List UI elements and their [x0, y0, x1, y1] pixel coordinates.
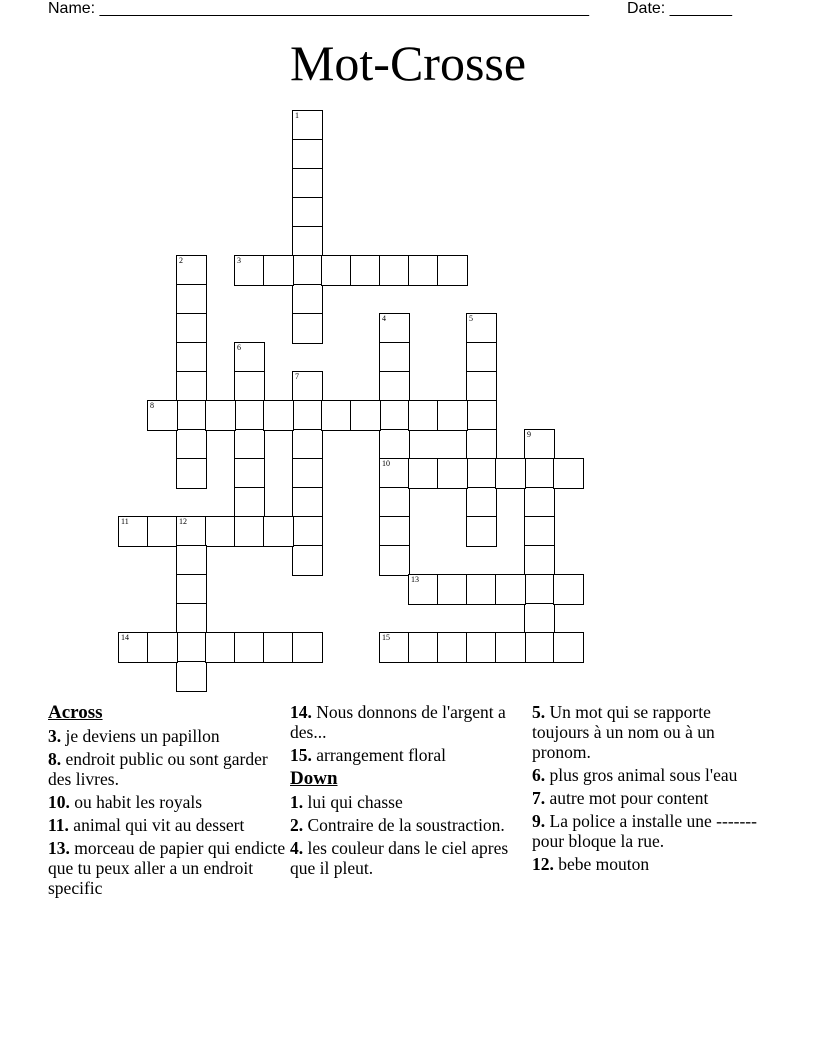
grid-cell[interactable]	[176, 661, 207, 692]
clue-number-label: 11.	[48, 815, 69, 835]
clue-number: 7	[295, 372, 299, 381]
grid-cell[interactable]	[553, 632, 584, 663]
clue-number: 5	[469, 314, 473, 323]
grid-cell[interactable]	[118, 632, 149, 663]
clue-number: 13	[411, 575, 419, 584]
grid-cell[interactable]	[147, 516, 178, 547]
grid-cell[interactable]	[466, 632, 497, 663]
grid-cell[interactable]	[292, 284, 323, 315]
clue-text: morceau de papier qui endicte que tu peux aller a un endroit specific	[48, 838, 286, 898]
grid-cell[interactable]	[524, 603, 555, 634]
clue-text: bebe mouton	[558, 854, 650, 874]
grid-cell[interactable]	[176, 313, 207, 344]
grid-cell[interactable]	[292, 313, 323, 344]
grid-cell[interactable]	[176, 284, 207, 315]
grid-cell[interactable]	[263, 516, 294, 547]
grid-cell[interactable]	[234, 429, 265, 460]
clue-text: La police a installe une ------- pour bloque la rue.	[532, 811, 757, 851]
clue-number: 11	[121, 517, 129, 526]
across-heading: Across	[48, 702, 103, 723]
down-clue	[532, 854, 770, 874]
clue-text: Contraire de la soustraction.	[307, 815, 505, 835]
clue-number-label: 5.	[532, 702, 546, 722]
down-clue	[532, 811, 770, 851]
grid-cell[interactable]	[553, 574, 584, 605]
clue-number: 10	[382, 459, 390, 468]
grid-cell[interactable]	[292, 545, 323, 576]
grid-cell[interactable]	[379, 458, 410, 489]
across-clue	[48, 749, 286, 789]
grid-cell[interactable]	[176, 458, 207, 489]
grid-cell[interactable]	[147, 632, 178, 663]
clue-text: plus gros animal sous l'eau	[549, 765, 738, 785]
grid-cell[interactable]	[379, 429, 410, 460]
grid-cell[interactable]	[234, 632, 265, 663]
grid-cell[interactable]	[408, 400, 439, 431]
clue-number: 4	[382, 314, 386, 323]
grid-cell[interactable]	[292, 458, 323, 489]
grid-cell[interactable]	[292, 197, 323, 228]
clue-number: 1	[295, 111, 299, 120]
clue-number: 15	[382, 633, 390, 642]
grid-cell[interactable]	[292, 516, 323, 547]
grid-cell[interactable]	[292, 139, 323, 170]
clue-number: 12	[179, 517, 187, 526]
grid-cell[interactable]	[205, 632, 236, 663]
clue-number-label: 8.	[48, 749, 62, 769]
clue-number-label: 7.	[532, 788, 546, 808]
clue-number-label: 6.	[532, 765, 546, 785]
clue-number: 6	[237, 343, 241, 352]
grid-cell[interactable]	[176, 342, 207, 373]
clue-number-label: 15.	[290, 745, 312, 765]
grid-cell[interactable]	[234, 255, 265, 286]
grid-cell[interactable]	[292, 487, 323, 518]
date-field: Date: _______	[627, 0, 732, 17]
across-clue	[290, 702, 528, 742]
grid-cell[interactable]	[466, 516, 497, 547]
grid-cell[interactable]	[292, 400, 323, 431]
across-clue	[48, 792, 286, 812]
down-clue	[532, 765, 770, 785]
grid-cell[interactable]	[466, 487, 497, 518]
grid-cell[interactable]	[292, 632, 323, 663]
grid-cell[interactable]	[379, 313, 410, 344]
clue-text: animal qui vit au dessert	[73, 815, 245, 835]
grid-cell[interactable]	[263, 255, 294, 286]
clue-number-label: 14.	[290, 702, 312, 722]
down-heading: Down	[290, 768, 338, 789]
grid-cell[interactable]	[495, 632, 526, 663]
grid-cell[interactable]	[292, 168, 323, 199]
grid-cell[interactable]	[379, 400, 410, 431]
grid-cell[interactable]	[524, 458, 555, 489]
grid-cell[interactable]	[234, 458, 265, 489]
grid-cell[interactable]	[379, 371, 410, 402]
clue-number: 14	[121, 633, 129, 642]
clue-text: Nous donnons de l'argent a des...	[290, 702, 506, 742]
grid-cell[interactable]	[350, 400, 381, 431]
across-clue	[48, 838, 286, 898]
clue-number: 3	[237, 256, 241, 265]
grid-cell[interactable]	[176, 429, 207, 460]
grid-cell[interactable]	[379, 255, 410, 286]
grid-cell[interactable]	[437, 574, 468, 605]
clue-number: 2	[179, 256, 183, 265]
grid-cell[interactable]	[147, 400, 178, 431]
grid-cell[interactable]	[379, 487, 410, 518]
grid-cell[interactable]	[234, 400, 265, 431]
grid-cell[interactable]	[176, 603, 207, 634]
clue-text: autre mot pour content	[549, 788, 709, 808]
grid-cell[interactable]	[176, 545, 207, 576]
page-title: Mot-Crosse	[289, 35, 527, 91]
clue-number-label: 3.	[48, 726, 62, 746]
grid-cell[interactable]	[234, 487, 265, 518]
grid-cell[interactable]	[466, 400, 497, 431]
grid-cell[interactable]	[495, 574, 526, 605]
grid-cell[interactable]	[437, 255, 468, 286]
clue-number-label: 13.	[48, 838, 70, 858]
grid-cell[interactable]	[524, 487, 555, 518]
clue-number-label: 1.	[290, 792, 304, 812]
down-clue	[532, 788, 770, 808]
grid-cell[interactable]	[205, 400, 236, 431]
grid-cell[interactable]	[524, 429, 555, 460]
clue-number-label: 10.	[48, 792, 70, 812]
clue-column-1	[48, 702, 286, 901]
clue-column-2	[290, 702, 528, 881]
across-clue	[48, 815, 286, 835]
grid-cell[interactable]	[466, 371, 497, 402]
clue-number-label: 9.	[532, 811, 546, 831]
grid-cell[interactable]	[176, 371, 207, 402]
grid-cell[interactable]	[350, 255, 381, 286]
grid-cell[interactable]	[263, 400, 294, 431]
clue-number-label: 12.	[532, 854, 554, 874]
grid-cell[interactable]	[466, 574, 497, 605]
clue-text: lui qui chasse	[307, 792, 403, 812]
grid-cell[interactable]	[524, 516, 555, 547]
grid-cell[interactable]	[408, 458, 439, 489]
clue-text: endroit public ou sont garder des livres.	[48, 749, 268, 789]
down-clue	[290, 815, 528, 835]
clue-number: 9	[527, 430, 531, 439]
grid-cell[interactable]	[205, 516, 236, 547]
grid-cell[interactable]	[495, 458, 526, 489]
grid-cell[interactable]	[292, 110, 323, 141]
grid-cell[interactable]	[234, 342, 265, 373]
grid-cell[interactable]	[263, 632, 294, 663]
grid-cell[interactable]	[292, 226, 323, 257]
grid-cell[interactable]	[379, 342, 410, 373]
grid-cell[interactable]	[437, 400, 468, 431]
grid-cell[interactable]	[437, 458, 468, 489]
grid-cell[interactable]	[321, 255, 352, 286]
down-clue	[290, 792, 528, 812]
grid-cell[interactable]	[176, 632, 207, 663]
grid-cell[interactable]	[234, 371, 265, 402]
grid-cell[interactable]	[408, 574, 439, 605]
grid-cell[interactable]	[292, 255, 323, 286]
grid-cell[interactable]	[408, 632, 439, 663]
clue-number: 8	[150, 401, 154, 410]
grid-cell[interactable]	[437, 632, 468, 663]
clue-text: ou habit les royals	[74, 792, 203, 812]
across-clue	[48, 726, 286, 746]
grid-cell[interactable]	[292, 371, 323, 402]
grid-cell[interactable]	[379, 545, 410, 576]
clue-number-label: 2.	[290, 815, 304, 835]
name-field: Name: _______________________________________________________	[48, 0, 589, 17]
clue-text: je deviens un papillon	[65, 726, 220, 746]
down-clue	[532, 702, 770, 762]
grid-cell[interactable]	[321, 400, 352, 431]
down-clue	[290, 838, 528, 878]
grid-cell[interactable]	[524, 632, 555, 663]
grid-cell[interactable]	[176, 516, 207, 547]
grid-cell[interactable]	[234, 516, 265, 547]
grid-cell[interactable]	[466, 458, 497, 489]
grid-cell[interactable]	[379, 516, 410, 547]
grid-cell[interactable]	[292, 429, 323, 460]
grid-cell[interactable]	[466, 313, 497, 344]
grid-cell[interactable]	[524, 574, 555, 605]
grid-cell[interactable]	[176, 400, 207, 431]
grid-cell[interactable]	[524, 545, 555, 576]
grid-cell[interactable]	[379, 632, 410, 663]
clue-text: les couleur dans le ciel apres que il pleut.	[290, 838, 509, 878]
grid-cell[interactable]	[466, 342, 497, 373]
grid-cell[interactable]	[118, 516, 149, 547]
across-clue	[290, 745, 528, 765]
clue-text: Un mot qui se rapporte toujours à un nom ou à un pronom.	[532, 702, 715, 762]
clue-text: arrangement floral	[316, 745, 446, 765]
clue-column-3	[532, 702, 770, 877]
grid-cell[interactable]	[176, 255, 207, 286]
grid-cell[interactable]	[553, 458, 584, 489]
grid-cell[interactable]	[408, 255, 439, 286]
clue-number-label: 4.	[290, 838, 304, 858]
grid-cell[interactable]	[466, 429, 497, 460]
grid-cell[interactable]	[176, 574, 207, 605]
